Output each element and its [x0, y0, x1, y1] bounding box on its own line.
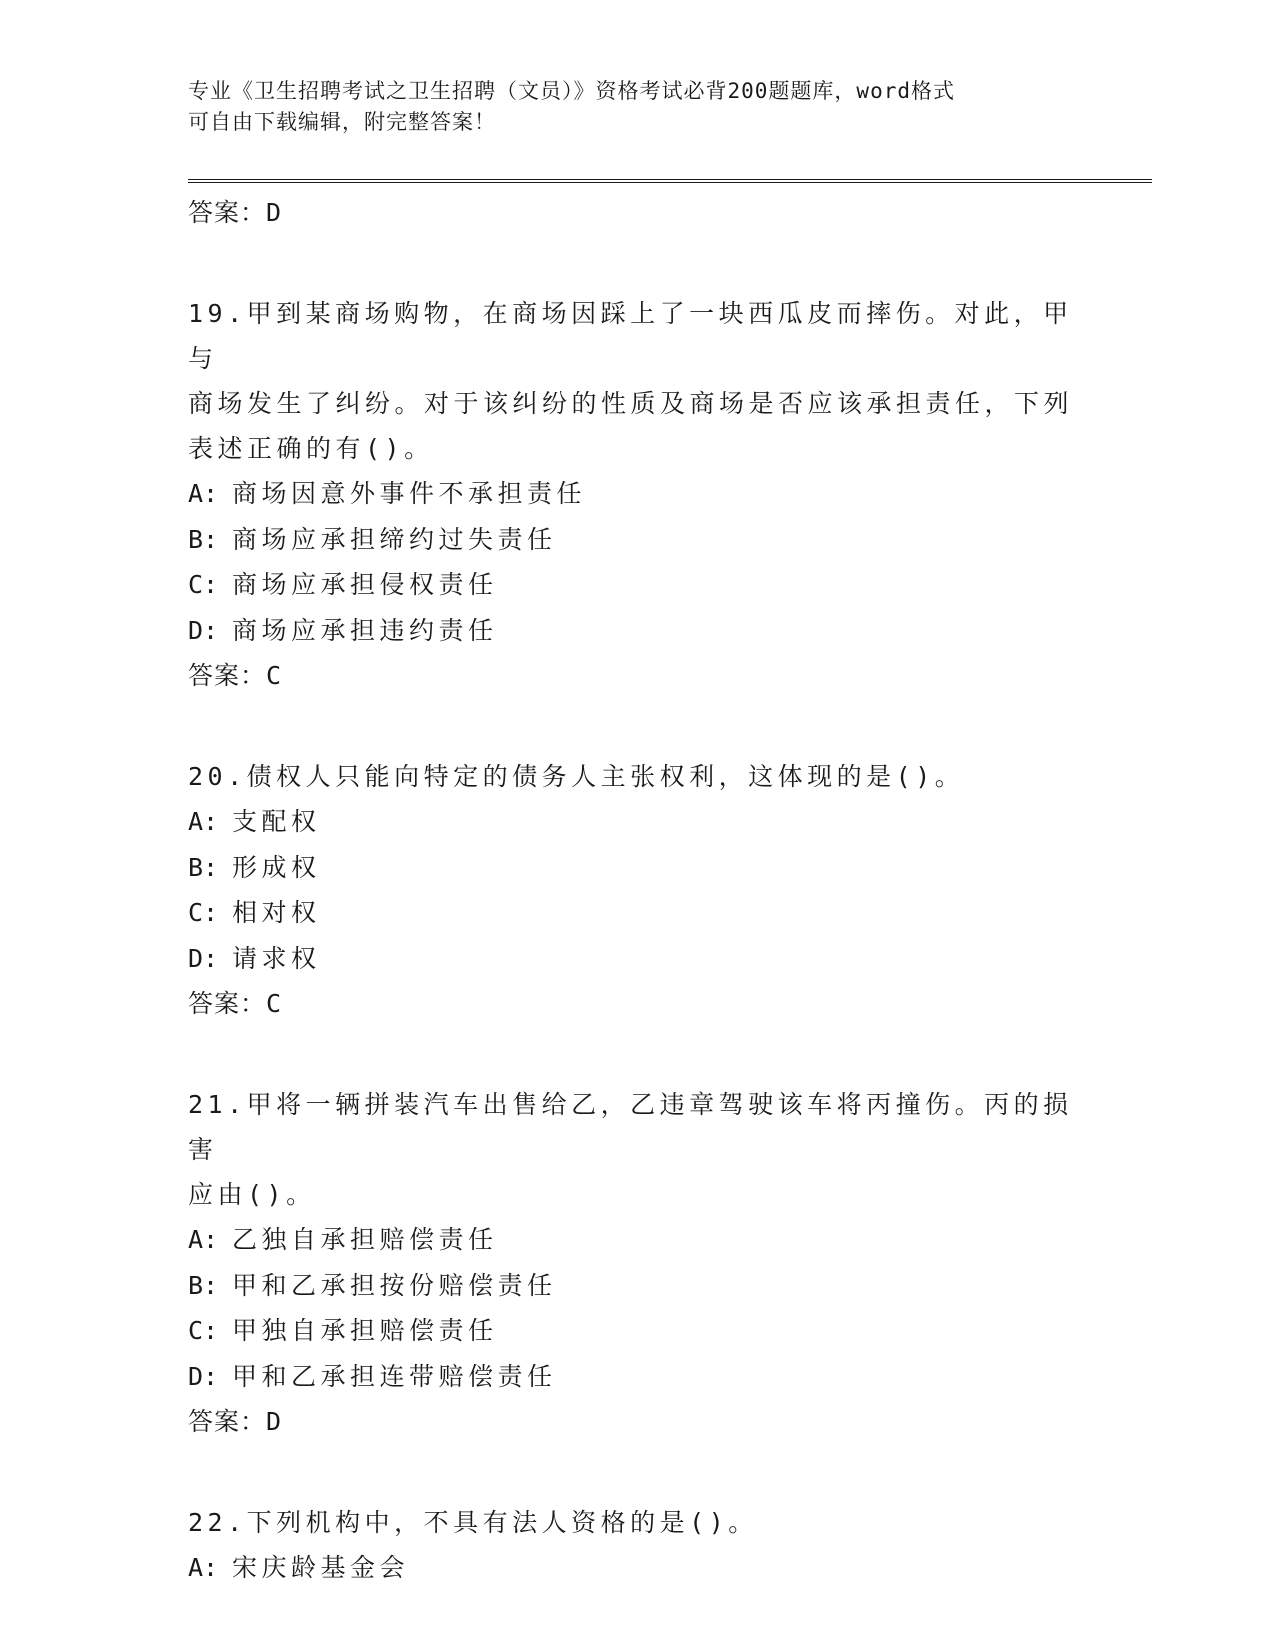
header-line-1: 专业《卫生招聘考试之卫生招聘（文员）》资格考试必背200题题库，word格式 — [188, 79, 955, 103]
option-letter: A: — [188, 1553, 219, 1582]
question-text-line: 商场发生了纠纷。对于该纠纷的性质及商场是否应该承担责任，下列 — [188, 389, 1074, 418]
question-text-line: 19.甲到某商场购物，在商场因踩上了一块西瓜皮而摔伤。对此，甲与 — [188, 299, 1073, 373]
option-letter: A: — [188, 1225, 219, 1254]
option-text: 乙独自承担赔偿责任 — [232, 1225, 498, 1254]
option-text: 请求权 — [232, 943, 321, 973]
option-letter: B: — [188, 852, 219, 882]
document-header — [188, 76, 1068, 138]
option-text: 形成权 — [232, 852, 321, 882]
option-c — [188, 890, 1088, 936]
question-text-line: 应由()。 — [188, 1180, 316, 1209]
header-line-2: 可自由下载编辑，附完整答案！ — [188, 110, 496, 134]
option-letter: B: — [188, 524, 219, 554]
answer-line: 答案：D — [188, 1407, 283, 1436]
option-b — [188, 1263, 1088, 1309]
option-text: 商场因意外事件不承担责任 — [232, 479, 587, 508]
question-text-line: 表述正确的有()。 — [188, 434, 434, 463]
option-text: 商场应承担侵权责任 — [232, 570, 498, 599]
option-b — [188, 517, 1088, 563]
question-text — [188, 291, 1088, 471]
question-list — [188, 190, 1088, 1591]
spacer — [188, 698, 1088, 754]
question-text-line: 22.下列机构中，不具有法人资格的是()。 — [188, 1508, 758, 1537]
option-a — [188, 471, 1088, 517]
option-letter: C: — [188, 1316, 219, 1345]
option-a — [188, 1217, 1088, 1263]
answer-line: 答案：C — [188, 989, 283, 1018]
option-c — [188, 562, 1088, 608]
option-c — [188, 1308, 1088, 1354]
question-text-line: 21.甲将一辆拼装汽车出售给乙，乙违章驾驶该车将丙撞伤。丙的损害 — [188, 1090, 1073, 1164]
question-text-line: 20.债权人只能向特定的债务人主张权利，这体现的是()。 — [188, 762, 965, 791]
option-letter: C: — [188, 570, 219, 599]
option-letter: D: — [188, 615, 219, 645]
spacer — [188, 235, 1088, 291]
option-d — [188, 936, 1088, 982]
spacer — [188, 1026, 1088, 1082]
question-text — [188, 1082, 1088, 1217]
option-text: 甲独自承担赔偿责任 — [232, 1316, 498, 1345]
option-letter: D: — [188, 1361, 219, 1391]
answer-line: 答案：C — [188, 661, 283, 690]
option-letter: D: — [188, 943, 219, 973]
header-double-rule — [188, 179, 1152, 183]
option-text: 支配权 — [232, 807, 321, 836]
question-block — [188, 1082, 1088, 1444]
option-text: 商场应承担违约责任 — [232, 615, 498, 645]
option-b — [188, 845, 1088, 891]
question-text — [188, 1500, 1088, 1545]
option-d — [188, 1354, 1088, 1400]
option-a — [188, 1545, 1088, 1591]
question-block — [188, 1500, 1088, 1591]
question-text — [188, 754, 1088, 799]
option-letter: A: — [188, 807, 219, 836]
option-a — [188, 799, 1088, 845]
question-block — [188, 754, 1088, 1026]
question-block — [188, 291, 1088, 698]
option-text: 相对权 — [232, 898, 321, 927]
option-text: 宋庆龄基金会 — [232, 1553, 410, 1582]
option-d — [188, 608, 1088, 654]
option-letter: A: — [188, 479, 219, 508]
spacer — [188, 1444, 1088, 1500]
option-text: 甲和乙承担按份赔偿责任 — [232, 1270, 557, 1300]
answer-line: 答案：D — [188, 198, 283, 227]
option-letter: C: — [188, 898, 219, 927]
option-letter: B: — [188, 1270, 219, 1300]
option-text: 商场应承担缔约过失责任 — [232, 524, 557, 554]
option-text: 甲和乙承担连带赔偿责任 — [232, 1361, 557, 1391]
